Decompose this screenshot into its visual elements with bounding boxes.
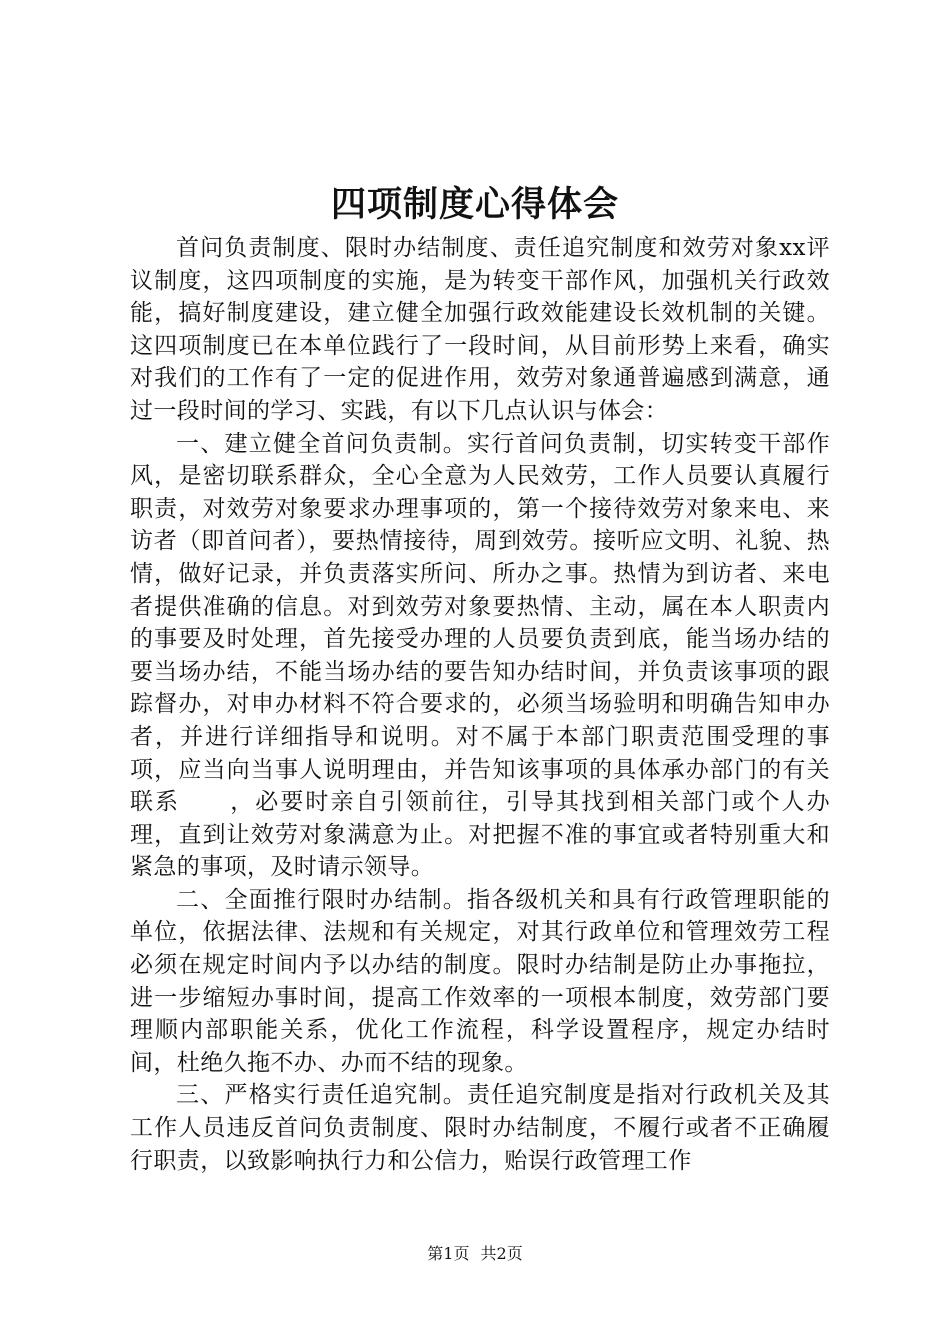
paragraph-intro: 首问负责制度、限时办结制度、责任追究制度和效劳对象xx评议制度，这四项制度的实施，是为转变干部作风，加强机关行政效能，搞好制度建设，建立健全加强行政效能建设长效机制的关键。这四项制度已在本单位践行了一段时间，从目前形势上来看，确实对我们的工作有了一定的促进作用，效劳对象通普遍感到满意，通过一段时间的学习、实践，有以下几点认识与体会： — [130, 235, 830, 424]
document-body — [130, 232, 830, 1177]
page-footer — [0, 1242, 950, 1266]
paragraph-section-3: 三、严格实行责任追究制。责任追究制度是指对行政机关及其工作人员违反首问负责制度、限时办结制度，不履行或者不正确履行职责，以致影响执行力和公信力，贻误行政管理工作 — [130, 1082, 830, 1174]
paragraph-section-1: 一、建立健全首问负责制。实行首问负责制，切实转变干部作风，是密切联系群众，全心全意为人民效劳，工作人员要认真履行职责，对效劳对象要求办理事项的，第一个接待效劳对象来电、来访者（即首问者），要热情接待，周到效劳。接听应文明、礼貌、热情，做好记录，并负责落实所问、所办之事。热情为到访者、来电者提供准确的信息。对到效劳对象要热情、主动，属在本人职责内的事要及时处理，首先接受办理的人员要负责到底，能当场办结的要当场办结，不能当场办结的要告知办结时间，并负责该事项的跟踪督办，对申办材料不符合要求的，必须当场验明和明确告知申办者，并进行详细指导和说明。对不属于本部门职责范围受理的事项，应当向当事人说明理由，并告知该事项的具体承办部门的有关联系 ，必要时亲自引领前往，引导其找到相关部门或个人办理，直到让效劳对象满意为止。对把握不准的事宜或者特别重大和紧急的事项，及时请示领导。 — [130, 430, 830, 881]
document-title: 四项制度心得体会 — [330, 184, 619, 225]
paragraph-section-2: 二、全面推行限时办结制。指各级机关和具有行政管理职能的单位，依据法律、法规和有关规定，对其行政单位和管理效劳工程必须在规定时间内予以办结的制度。限时办结制是防止办事拖拉，进一步缩短办事时间，提高工作效率的一项根本制度，效劳部门要理顺内部职能关系，优化工作流程，科学设置程序，规定办结时间，杜绝久拖不办、办而不结的现象。 — [130, 886, 830, 1076]
page-number: 第1页 — [427, 1244, 470, 1263]
page-total: 共2页 — [480, 1244, 523, 1263]
